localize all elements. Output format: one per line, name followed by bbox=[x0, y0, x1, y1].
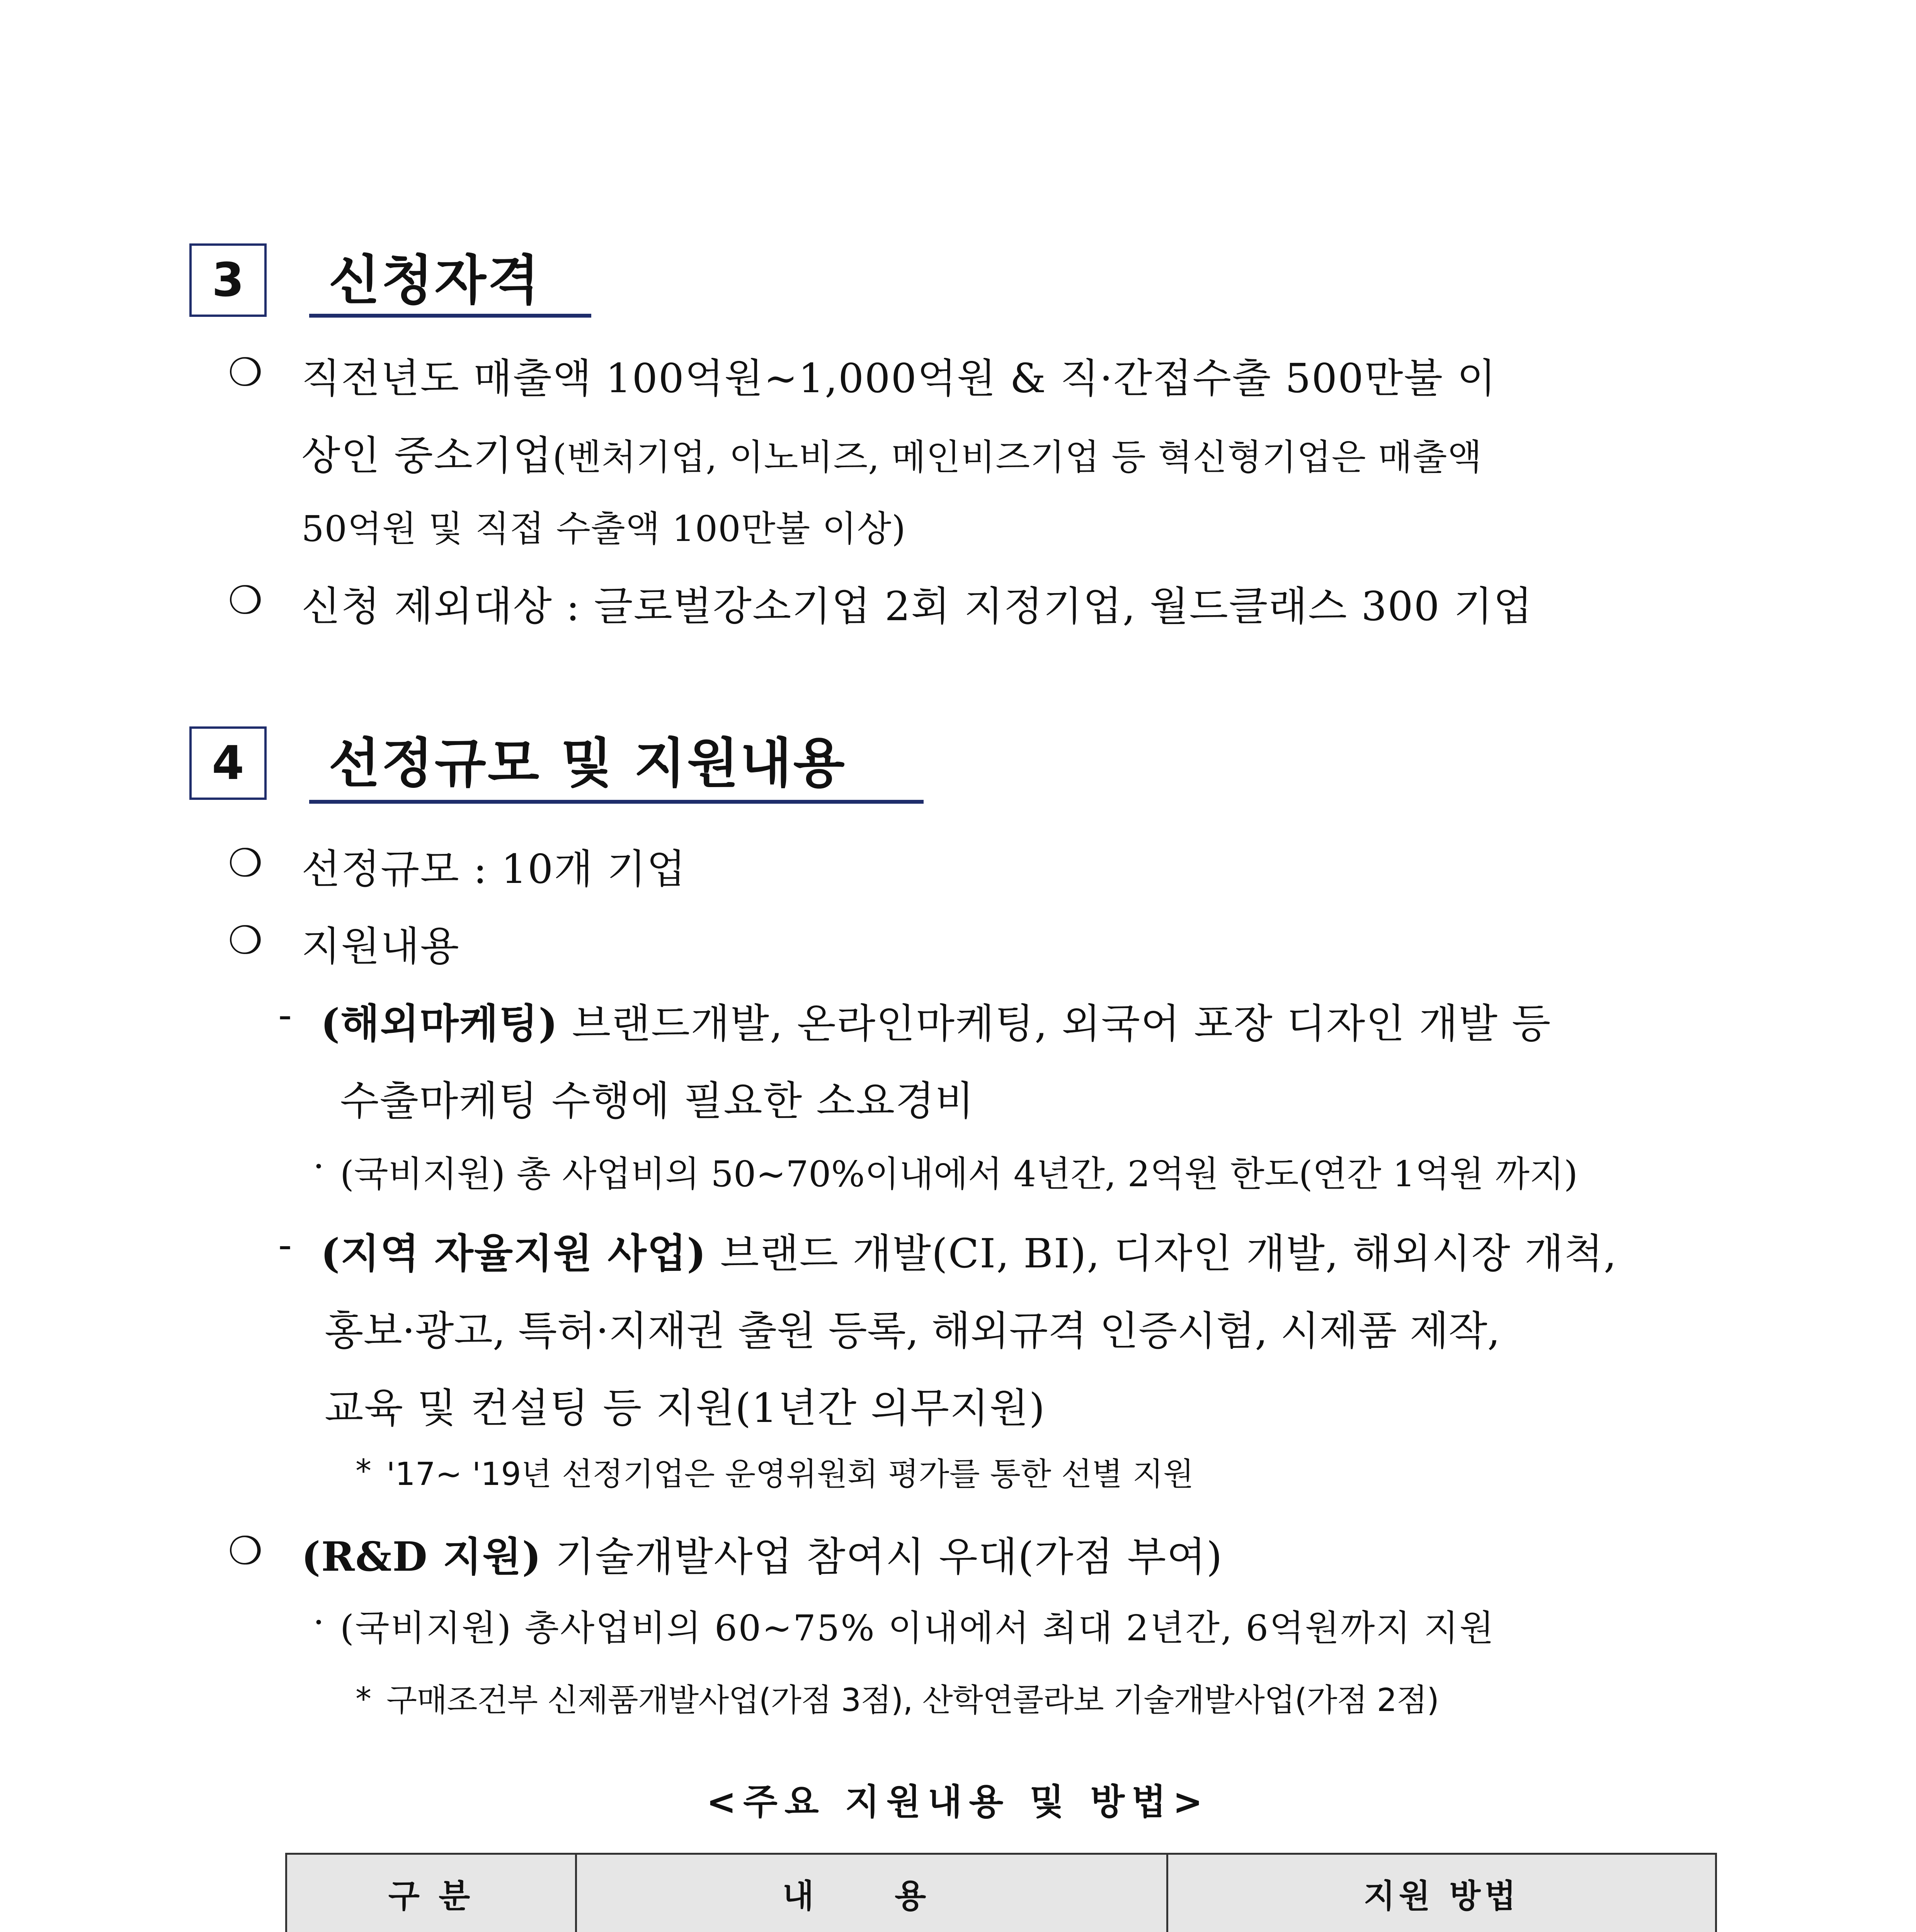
regional-label: (지역 자율지원 사업) bbox=[321, 1230, 707, 1277]
regional-line-1 bbox=[321, 1221, 1617, 1279]
exclusion-line: 신청 제외대상 : 글로벌강소기업 2회 지정기업, 월드클래스 300 기업 bbox=[301, 583, 1533, 630]
eligibility-line-2-main: 상인 중소기업 bbox=[301, 432, 553, 479]
rnd-note-mark: * bbox=[356, 1681, 371, 1718]
support-heading: 지원내용 bbox=[301, 923, 460, 970]
overseas-sub-bullet: · bbox=[313, 1146, 325, 1187]
rnd-sub-bullet: · bbox=[313, 1602, 325, 1643]
support-bullet: ❍ bbox=[228, 918, 263, 963]
scale-bullet: ❍ bbox=[228, 840, 263, 886]
section-4-number: 4 bbox=[189, 726, 267, 800]
eligibility-line-1: 직전년도 매출액 100억원∼1,000억원 & 직·간접수출 500만불 이 bbox=[301, 355, 1497, 402]
header-method: 지원 방법 bbox=[1167, 1854, 1716, 1932]
section-3-bullet-1: ❍ bbox=[228, 350, 263, 395]
section-3-underline bbox=[309, 314, 591, 318]
rnd-bullet: ❍ bbox=[228, 1528, 263, 1573]
rnd-national-support: (국비지원) 총사업비의 60~75% 이내에서 최대 2년간, 6억원까지 지원 bbox=[340, 1607, 1495, 1649]
support-table bbox=[285, 1853, 1717, 1932]
selection-scale: 선정규모 : 10개 기업 bbox=[301, 845, 686, 893]
overseas-text-1: 브랜드개발, 온라인마케팅, 외국어 포장 디자인 개발 등 bbox=[572, 1000, 1552, 1047]
eligibility-line-3: 50억원 및 직접 수출액 100만불 이상) bbox=[301, 508, 906, 549]
header-category: 구 분 bbox=[286, 1854, 576, 1932]
table-caption: <주요 지원내용 및 방법> bbox=[706, 1781, 1210, 1823]
overseas-line-1 bbox=[321, 991, 1552, 1049]
overseas-dash: - bbox=[278, 991, 293, 1038]
section-4-title: 선정규모 및 지원내용 bbox=[328, 732, 846, 794]
eligibility-line-2-paren: (벤처기업, 이노비즈, 메인비즈기업 등 혁신형기업은 매출액 bbox=[552, 437, 1482, 478]
section-3-bullet-2: ❍ bbox=[228, 578, 263, 623]
section-3-title: 신청자격 bbox=[328, 249, 541, 311]
overseas-national-support: (국비지원) 총 사업비의 50∼70%이내에서 4년간, 2억원 한도(연간 1억원 까지) bbox=[340, 1153, 1578, 1195]
rnd-text: 기술개발사업 참여시 우대(가점 부여) bbox=[555, 1533, 1223, 1580]
regional-note-mark: * bbox=[356, 1453, 371, 1490]
rnd-label: (R&D 지원) bbox=[301, 1533, 542, 1580]
eligibility-line-2 bbox=[301, 423, 1482, 481]
regional-text-1: 브랜드 개발(CI, BI), 디자인 개발, 해외시장 개척, bbox=[720, 1230, 1617, 1277]
rnd-note: 구매조건부 신제품개발사업(가점 3점), 산학연콜라보 기술개발사업(가점 2점) bbox=[386, 1682, 1439, 1719]
regional-line-2: 홍보·광고, 특허·지재권 출원 등록, 해외규격 인증시험, 시제품 제작, bbox=[325, 1307, 1500, 1354]
header-content: 내 용 bbox=[576, 1854, 1167, 1932]
section-3-number: 3 bbox=[189, 243, 267, 317]
regional-dash: - bbox=[278, 1221, 293, 1268]
regional-line-3: 교육 및 컨설팅 등 지원(1년간 의무지원) bbox=[325, 1384, 1046, 1432]
section-4-underline bbox=[309, 800, 924, 804]
rnd-line bbox=[301, 1524, 1223, 1582]
table-header-row bbox=[286, 1854, 1716, 1932]
overseas-label: (해외마케팅) bbox=[321, 1000, 558, 1047]
regional-note: '17∼ '19년 선정기업은 운영위원회 평가를 통한 선별 지원 bbox=[386, 1456, 1194, 1493]
overseas-line-2: 수출마케팅 수행에 필요한 소요경비 bbox=[340, 1077, 975, 1124]
